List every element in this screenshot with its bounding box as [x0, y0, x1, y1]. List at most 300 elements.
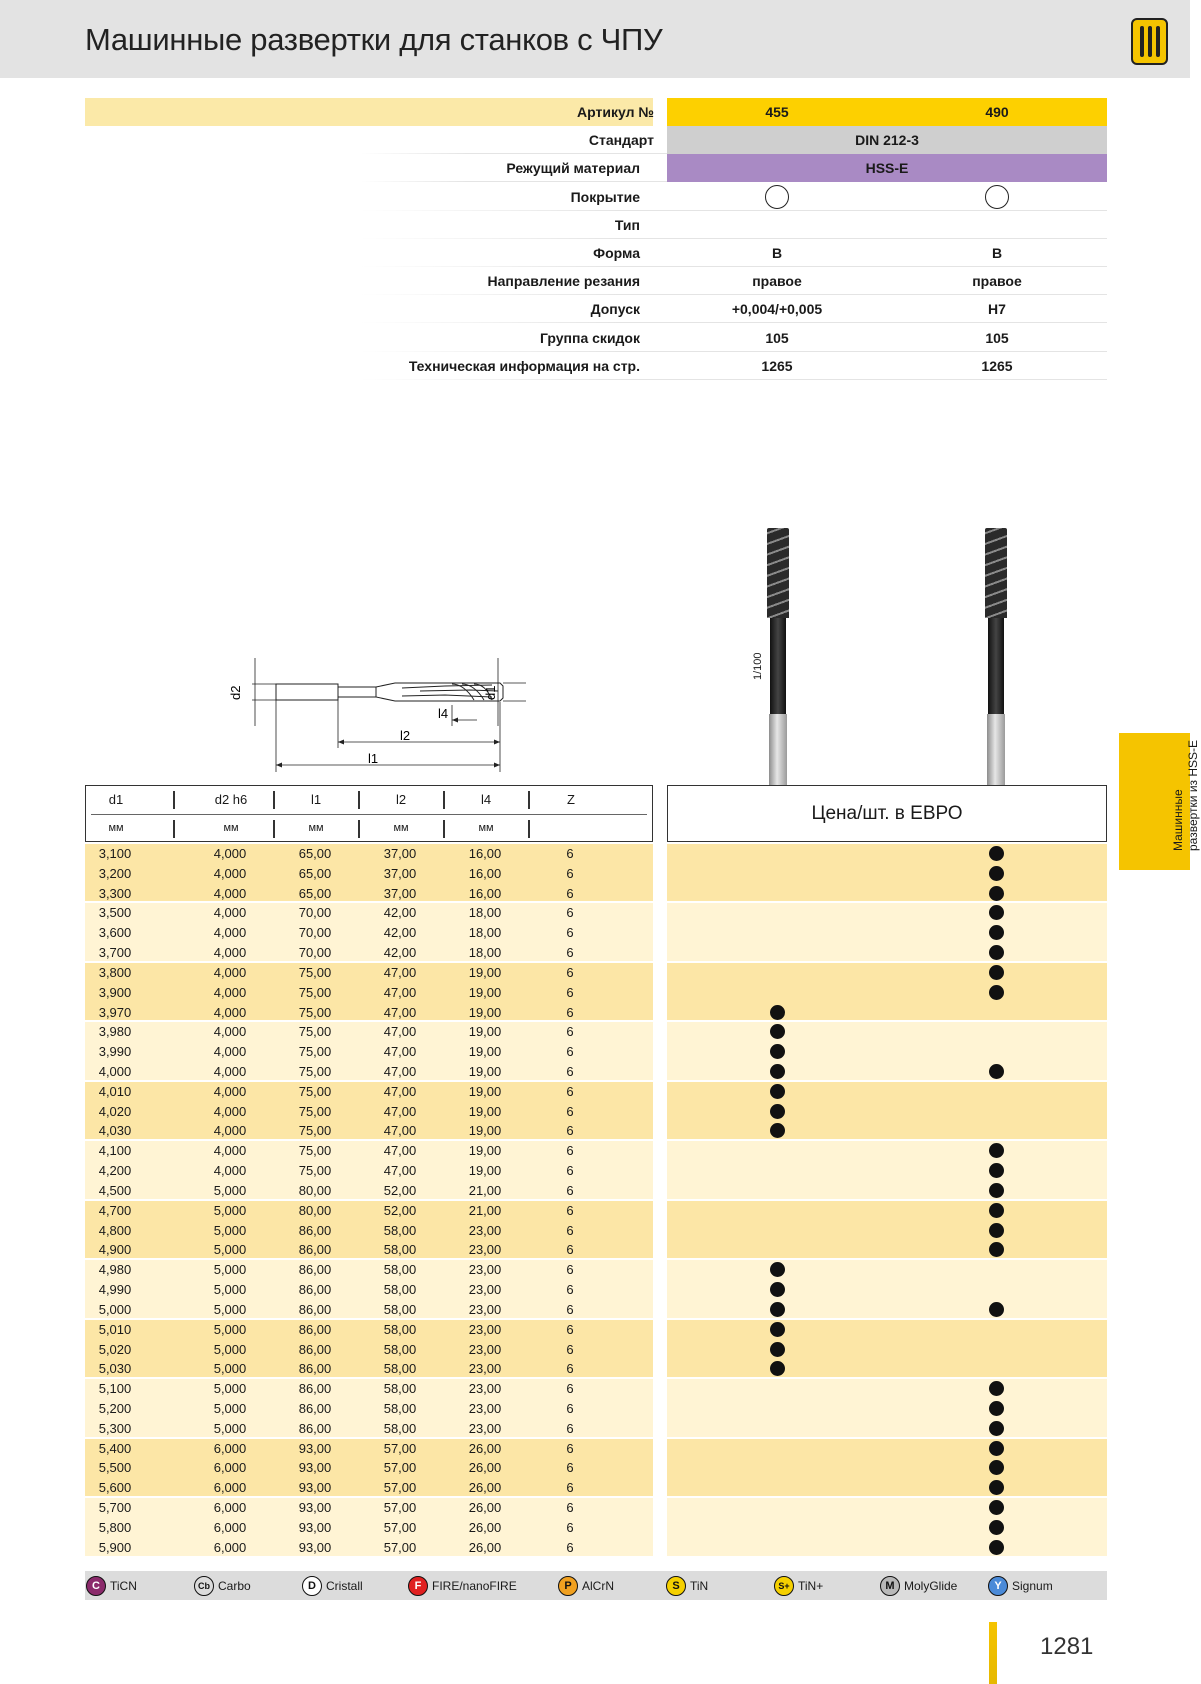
product-photo-455: [767, 528, 789, 802]
cell-d1: 4,500: [98, 1182, 132, 1198]
cell-d2: 5,000: [213, 1361, 247, 1377]
legend-item: [558, 1576, 614, 1596]
availability-dot-455[interactable]: [770, 1044, 785, 1059]
cell-d2: 4,000: [213, 1163, 247, 1179]
table-row: [0, 1497, 1190, 1517]
cell-d1: 3,800: [98, 964, 132, 980]
coating-badge-icon: S: [666, 1576, 686, 1596]
cell-l4: 19,00: [468, 1123, 502, 1139]
spec-row: [0, 154, 1190, 182]
cell-d1: 3,970: [98, 1004, 132, 1020]
cell-l1: 75,00: [298, 1024, 332, 1040]
availability-dot-490[interactable]: [989, 1421, 1004, 1436]
cell-l1: 65,00: [298, 885, 332, 901]
availability-dot-490[interactable]: [989, 1480, 1004, 1495]
page-title: Машинные развертки для станков с ЧПУ: [85, 22, 663, 57]
cell-l1: 70,00: [298, 925, 332, 941]
legend-label: Signum: [1012, 1579, 1053, 1593]
cell-l4: 19,00: [468, 1163, 502, 1179]
availability-dot-490[interactable]: [989, 1302, 1004, 1317]
cell-z: 6: [566, 1341, 574, 1357]
cell-l1: 86,00: [298, 1222, 332, 1238]
cell-l2: 47,00: [383, 1143, 417, 1159]
cell-l4: 26,00: [468, 1519, 502, 1535]
table-row: [0, 1081, 1190, 1101]
cell-d2: 6,000: [213, 1440, 247, 1456]
cell-d2: 5,000: [213, 1282, 247, 1298]
cell-z: 6: [566, 1202, 574, 1218]
table-row: [0, 1259, 1190, 1279]
table-row: [0, 1220, 1190, 1240]
cell-l2: 47,00: [383, 1163, 417, 1179]
availability-dot-455[interactable]: [770, 1005, 785, 1020]
section-tab-line1: Машинные: [1171, 789, 1185, 851]
cell-l4: 23,00: [468, 1262, 502, 1278]
cell-l2: 58,00: [383, 1420, 417, 1436]
cell-d2: 6,000: [213, 1500, 247, 1516]
taper-label: 1/100: [752, 652, 764, 680]
column-header: d1: [108, 792, 124, 807]
dimension-table-header: [85, 785, 653, 842]
uncoated-circle-icon: [887, 189, 1107, 212]
cell-z: 6: [566, 925, 574, 941]
legend-item: [194, 1576, 251, 1596]
cell-l4: 19,00: [468, 984, 502, 1000]
cell-z: 6: [566, 885, 574, 901]
cell-l2: 42,00: [383, 925, 417, 941]
spec-value-490: 1265: [981, 357, 1013, 374]
cell-l2: 58,00: [383, 1301, 417, 1317]
legend-item: [302, 1576, 363, 1596]
cell-d1: 5,010: [98, 1321, 132, 1337]
cell-d1: 3,990: [98, 1044, 132, 1060]
spec-value-490: H7: [988, 301, 1006, 318]
cell-d1: 3,900: [98, 984, 132, 1000]
table-row: [0, 902, 1190, 922]
coating-badge-icon: Cb: [194, 1576, 214, 1596]
drawing-label-l1: l1: [368, 751, 379, 766]
availability-dot-455[interactable]: [770, 1123, 785, 1138]
table-row: [0, 1477, 1190, 1497]
reamer-logo-icon: [1131, 18, 1168, 65]
cell-l4: 19,00: [468, 1064, 502, 1080]
cell-d2: 5,000: [213, 1182, 247, 1198]
cell-d2: 6,000: [213, 1539, 247, 1555]
cell-d2: 4,000: [213, 1004, 247, 1020]
table-row: [0, 1398, 1190, 1418]
cell-l2: 57,00: [383, 1440, 417, 1456]
cell-d1: 5,100: [98, 1381, 132, 1397]
spec-value-490: 105: [985, 329, 1009, 346]
spec-value: HSS-E: [865, 160, 909, 177]
cell-l1: 86,00: [298, 1321, 332, 1337]
cell-z: 6: [566, 1460, 574, 1476]
cell-l2: 57,00: [383, 1519, 417, 1535]
cell-l2: 47,00: [383, 1123, 417, 1139]
spec-label: Артикул №: [577, 104, 654, 120]
cell-l4: 19,00: [468, 1143, 502, 1159]
spec-row: [0, 295, 1190, 323]
cell-l1: 86,00: [298, 1242, 332, 1258]
cell-l4: 19,00: [468, 1083, 502, 1099]
cell-d1: 4,020: [98, 1103, 132, 1119]
cell-l1: 93,00: [298, 1539, 332, 1555]
coating-badge-icon: S+: [774, 1576, 794, 1596]
availability-dot-490[interactable]: [989, 1163, 1004, 1178]
cell-d1: 3,600: [98, 925, 132, 941]
availability-dot-455[interactable]: [770, 1282, 785, 1297]
table-row: [0, 883, 1190, 903]
availability-dot-490[interactable]: [989, 1064, 1004, 1079]
cell-l1: 75,00: [298, 1044, 332, 1060]
spec-label: Стандарт: [588, 132, 654, 149]
availability-dot-490[interactable]: [989, 1441, 1004, 1456]
cell-l4: 19,00: [468, 1024, 502, 1040]
price-table-header: [667, 785, 1107, 842]
cell-d2: 4,000: [213, 846, 247, 861]
drawing-label-l2: l2: [400, 728, 411, 743]
cell-d2: 4,000: [213, 925, 247, 941]
spec-label: Покрытие: [570, 188, 640, 205]
legend-item: [408, 1576, 517, 1596]
availability-dot-490[interactable]: [989, 1143, 1004, 1158]
cell-z: 6: [566, 1103, 574, 1119]
table-row: [0, 1279, 1190, 1299]
cell-l1: 86,00: [298, 1381, 332, 1397]
cell-l2: 58,00: [383, 1341, 417, 1357]
table-row: [0, 1457, 1190, 1477]
availability-dot-455[interactable]: [770, 1104, 785, 1119]
cell-z: 6: [566, 865, 574, 881]
cell-d1: 5,500: [98, 1460, 132, 1476]
availability-dot-455[interactable]: [770, 1024, 785, 1039]
cell-l2: 47,00: [383, 1103, 417, 1119]
availability-dot-490[interactable]: [989, 1381, 1004, 1396]
cell-l1: 75,00: [298, 1103, 332, 1119]
cell-d2: 5,000: [213, 1420, 247, 1436]
uncoated-circle-icon: [667, 189, 887, 212]
cell-d1: 5,020: [98, 1341, 132, 1357]
spec-value-455: B: [771, 245, 783, 261]
legend-item: [774, 1576, 823, 1596]
cell-l2: 57,00: [383, 1539, 417, 1555]
availability-dot-455[interactable]: [770, 1302, 785, 1317]
cell-l4: 23,00: [468, 1420, 502, 1436]
cell-l2: 37,00: [383, 885, 417, 901]
cell-l1: 93,00: [298, 1440, 332, 1456]
cell-l2: 37,00: [383, 865, 417, 881]
cell-z: 6: [566, 964, 574, 980]
spec-label: Техническая информация на стр.: [408, 357, 640, 374]
cell-d2: 4,000: [213, 865, 247, 881]
table-row: [0, 1140, 1190, 1160]
spec-row: [0, 126, 1190, 154]
table-row: [0, 1358, 1190, 1378]
availability-dot-490[interactable]: [989, 1460, 1004, 1475]
cell-z: 6: [566, 1044, 574, 1060]
spec-row: [0, 211, 1190, 239]
coating-badge-icon: C: [86, 1576, 106, 1596]
cell-l1: 75,00: [298, 1083, 332, 1099]
cell-l1: 75,00: [298, 1123, 332, 1139]
availability-dot-455[interactable]: [770, 1064, 785, 1079]
drawing-label-l4: l4: [438, 706, 449, 721]
availability-dot-490[interactable]: [989, 1520, 1004, 1535]
cell-z: 6: [566, 1004, 574, 1020]
cell-d1: 5,800: [98, 1519, 132, 1535]
cell-z: 6: [566, 1143, 574, 1159]
table-row: [0, 843, 1190, 863]
table-row: [0, 982, 1190, 1002]
cell-d1: 3,200: [98, 865, 132, 881]
availability-dot-490[interactable]: [989, 905, 1004, 920]
cell-d1: 4,800: [98, 1222, 132, 1238]
cell-z: 6: [566, 1282, 574, 1298]
cell-l2: 57,00: [383, 1500, 417, 1516]
spec-row: [0, 239, 1190, 267]
cell-d2: 5,000: [213, 1222, 247, 1238]
cell-d2: 5,000: [213, 1381, 247, 1397]
cell-l2: 58,00: [383, 1361, 417, 1377]
cell-d2: 4,000: [213, 1044, 247, 1060]
cell-l2: 58,00: [383, 1282, 417, 1298]
cell-d1: 5,900: [98, 1539, 132, 1555]
cell-l2: 58,00: [383, 1400, 417, 1416]
availability-dot-490[interactable]: [989, 1242, 1004, 1257]
cell-l4: 26,00: [468, 1460, 502, 1476]
cell-l4: 23,00: [468, 1341, 502, 1357]
cell-z: 6: [566, 1024, 574, 1040]
cell-d2: 5,000: [213, 1262, 247, 1278]
cell-l2: 42,00: [383, 905, 417, 921]
cell-d1: 5,700: [98, 1500, 132, 1516]
cell-l1: 86,00: [298, 1262, 332, 1278]
cell-l4: 16,00: [468, 846, 502, 861]
cell-d2: 4,000: [213, 1123, 247, 1139]
cell-z: 6: [566, 1262, 574, 1278]
cell-l1: 65,00: [298, 865, 332, 881]
cell-z: 6: [566, 1519, 574, 1535]
table-row: [0, 1002, 1190, 1022]
cell-z: 6: [566, 1440, 574, 1456]
cell-d1: 4,990: [98, 1282, 132, 1298]
cell-l1: 86,00: [298, 1361, 332, 1377]
cell-l1: 75,00: [298, 1064, 332, 1080]
spec-row: [0, 352, 1190, 380]
cell-d1: 3,500: [98, 905, 132, 921]
cell-l2: 52,00: [383, 1182, 417, 1198]
coating-badge-icon: P: [558, 1576, 578, 1596]
column-header: l4: [480, 792, 492, 807]
table-row: [0, 1180, 1190, 1200]
section-tab[interactable]: [1119, 733, 1200, 870]
availability-dot-490[interactable]: [989, 1540, 1004, 1555]
column-unit: мм: [108, 822, 124, 834]
cell-d2: 4,000: [213, 1064, 247, 1080]
spec-value-455: правое: [752, 273, 802, 290]
spec-label: Режущий материал: [506, 160, 640, 177]
legend-label: Cristall: [326, 1579, 363, 1593]
table-row: [0, 1160, 1190, 1180]
cell-l1: 86,00: [298, 1301, 332, 1317]
cell-z: 6: [566, 984, 574, 1000]
cell-l2: 47,00: [383, 964, 417, 980]
cell-l4: 23,00: [468, 1242, 502, 1258]
column-unit: мм: [223, 822, 239, 834]
cell-l1: 93,00: [298, 1500, 332, 1516]
price-header: Цена/шт. в ЕВРО: [811, 803, 963, 824]
cell-z: 6: [566, 1163, 574, 1179]
availability-dot-490[interactable]: [989, 846, 1004, 861]
coating-badge-icon: M: [880, 1576, 900, 1596]
cell-d2: 4,000: [213, 1083, 247, 1099]
cell-d2: 4,000: [213, 1024, 247, 1040]
cell-d1: 4,980: [98, 1262, 132, 1278]
table-row: [0, 1021, 1190, 1041]
table-row: [0, 1239, 1190, 1259]
cell-l4: 16,00: [468, 865, 502, 881]
column-unit: мм: [478, 822, 494, 834]
spec-label: Тип: [614, 216, 640, 233]
cell-l1: 70,00: [298, 905, 332, 921]
availability-dot-490[interactable]: [989, 1223, 1004, 1238]
cell-l1: 75,00: [298, 984, 332, 1000]
cell-l1: 80,00: [298, 1202, 332, 1218]
cell-z: 6: [566, 1222, 574, 1238]
cell-d1: 4,000: [98, 1064, 132, 1080]
cell-d2: 6,000: [213, 1480, 247, 1496]
cell-l4: 23,00: [468, 1301, 502, 1317]
cell-l1: 86,00: [298, 1282, 332, 1298]
cell-l4: 19,00: [468, 1044, 502, 1060]
table-row: [0, 1200, 1190, 1220]
cell-z: 6: [566, 1500, 574, 1516]
availability-dot-455[interactable]: [770, 1342, 785, 1357]
availability-dot-490[interactable]: [989, 945, 1004, 960]
availability-dot-490[interactable]: [989, 1183, 1004, 1198]
section-tab-line2: развертки из HSS-E: [1186, 739, 1200, 851]
page-marker-bar: [989, 1622, 997, 1684]
cell-d1: 4,700: [98, 1202, 132, 1218]
cell-d1: 3,300: [98, 885, 132, 901]
cell-z: 6: [566, 1420, 574, 1436]
legend-label: FIRE/nanoFIRE: [432, 1579, 517, 1593]
availability-dot-455[interactable]: [770, 1322, 785, 1337]
legend-item: [880, 1576, 957, 1596]
cell-d1: 3,100: [98, 846, 132, 861]
cell-d2: 4,000: [213, 964, 247, 980]
cell-l4: 18,00: [468, 925, 502, 941]
spec-label: Группа скидок: [540, 329, 640, 346]
cell-d1: 5,200: [98, 1400, 132, 1416]
cell-l2: 47,00: [383, 984, 417, 1000]
cell-z: 6: [566, 1480, 574, 1496]
cell-d1: 4,900: [98, 1242, 132, 1258]
cell-l4: 23,00: [468, 1282, 502, 1298]
cell-l4: 26,00: [468, 1480, 502, 1496]
cell-d1: 3,700: [98, 945, 132, 961]
availability-dot-490[interactable]: [989, 925, 1004, 940]
table-row: [0, 962, 1190, 982]
cell-l4: 16,00: [468, 885, 502, 901]
legend-item: [666, 1576, 708, 1596]
cell-d1: 4,200: [98, 1163, 132, 1179]
cell-l4: 21,00: [468, 1202, 502, 1218]
spec-row: [0, 324, 1190, 352]
spec-value-455: 105: [765, 329, 789, 346]
cell-l2: 42,00: [383, 945, 417, 961]
cell-d1: 5,400: [98, 1440, 132, 1456]
spec-row: [0, 98, 1190, 126]
cell-l4: 21,00: [468, 1182, 502, 1198]
table-row: [0, 1299, 1190, 1319]
availability-dot-490[interactable]: [989, 866, 1004, 881]
cell-z: 6: [566, 1064, 574, 1080]
spec-row: [0, 183, 1190, 211]
cell-d2: 5,000: [213, 1400, 247, 1416]
cell-l1: 86,00: [298, 1420, 332, 1436]
cell-l1: 80,00: [298, 1182, 332, 1198]
column-header: l1: [310, 792, 322, 807]
legend-item: [86, 1576, 137, 1596]
legend-item: [988, 1576, 1053, 1596]
cell-l1: 65,00: [298, 846, 332, 861]
availability-dot-490[interactable]: [989, 965, 1004, 980]
cell-l4: 18,00: [468, 905, 502, 921]
cell-l2: 58,00: [383, 1381, 417, 1397]
availability-dot-490[interactable]: [989, 1203, 1004, 1218]
cell-l1: 93,00: [298, 1480, 332, 1496]
spec-value-490: 490: [985, 104, 1009, 120]
cell-l4: 23,00: [468, 1381, 502, 1397]
availability-dot-490[interactable]: [989, 1401, 1004, 1416]
cell-l1: 75,00: [298, 1143, 332, 1159]
cell-d1: 4,030: [98, 1123, 132, 1139]
cell-d1: 5,000: [98, 1301, 132, 1317]
cell-l4: 19,00: [468, 964, 502, 980]
cell-l2: 58,00: [383, 1262, 417, 1278]
table-row: [0, 1120, 1190, 1140]
cell-d2: 5,000: [213, 1301, 247, 1317]
cell-l1: 75,00: [298, 1004, 332, 1020]
table-row: [0, 1319, 1190, 1339]
cell-l1: 70,00: [298, 945, 332, 961]
table-row: [0, 1339, 1190, 1359]
table-row: [0, 863, 1190, 883]
availability-dot-490[interactable]: [989, 886, 1004, 901]
cell-l1: 75,00: [298, 1163, 332, 1179]
table-row: [0, 942, 1190, 962]
legend-label: AlCrN: [582, 1579, 614, 1593]
cell-l4: 23,00: [468, 1321, 502, 1337]
availability-dot-490[interactable]: [989, 985, 1004, 1000]
table-row: [0, 1061, 1190, 1081]
cell-z: 6: [566, 846, 574, 861]
cell-d1: 4,100: [98, 1143, 132, 1159]
availability-dot-455[interactable]: [770, 1084, 785, 1099]
availability-dot-455[interactable]: [770, 1262, 785, 1277]
column-unit: мм: [308, 822, 324, 834]
cell-d1: 5,030: [98, 1361, 132, 1377]
column-unit: мм: [393, 822, 409, 834]
availability-dot-490[interactable]: [989, 1500, 1004, 1515]
cell-z: 6: [566, 945, 574, 961]
availability-dot-455[interactable]: [770, 1361, 785, 1376]
cell-d2: 4,000: [213, 1143, 247, 1159]
legend-label: TiCN: [110, 1579, 137, 1593]
cell-l2: 47,00: [383, 1044, 417, 1060]
cell-z: 6: [566, 1301, 574, 1317]
